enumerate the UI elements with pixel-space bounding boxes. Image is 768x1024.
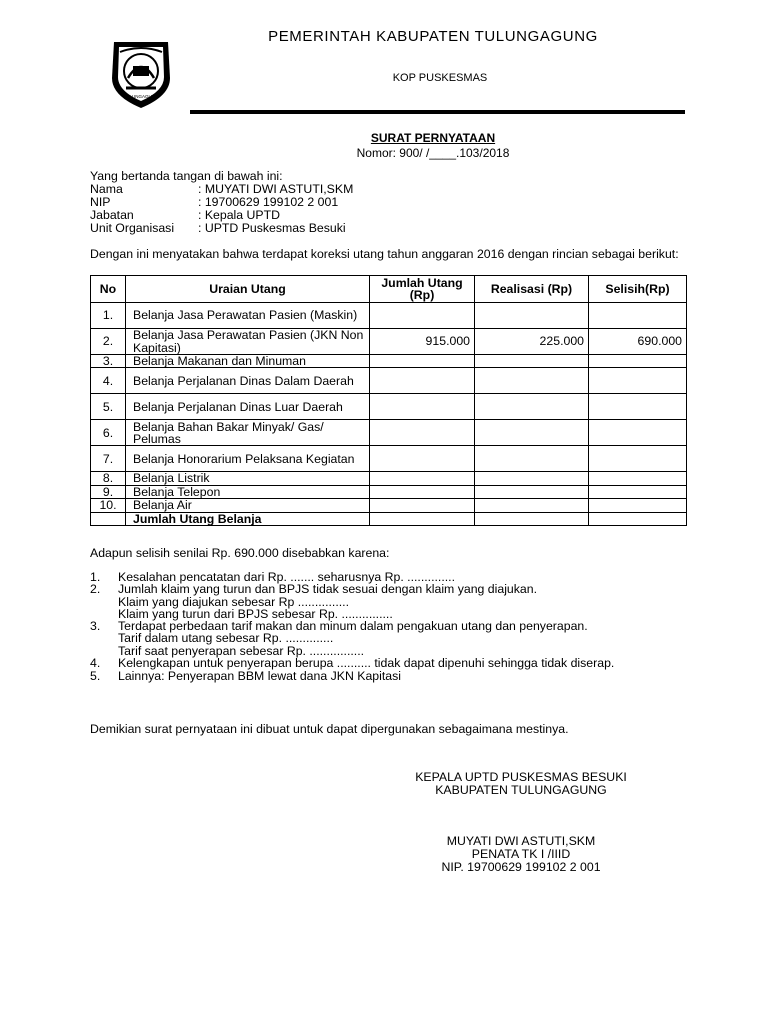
- row-uraian: Belanja Air: [126, 499, 370, 512]
- table-row: [91, 303, 687, 329]
- total-jumlah: [370, 512, 475, 525]
- row-realisasi: [475, 499, 589, 512]
- row-no: 5.: [91, 394, 126, 420]
- row-realisasi: 225.000: [475, 329, 589, 355]
- signature-office-line2: KABUPATEN TULUNGAGUNG: [435, 783, 607, 797]
- total-realisasi: [475, 512, 589, 525]
- logo-text: TULUNGAGUNG: [123, 94, 159, 99]
- row-jumlah: [370, 472, 475, 485]
- table-row: [91, 355, 687, 368]
- row-jumlah: [370, 368, 475, 394]
- header-uraian: Uraian Utang: [126, 276, 370, 303]
- total-label: Jumlah Utang Belanja: [126, 512, 370, 525]
- header-jumlah: Jumlah Utang (Rp): [370, 276, 475, 303]
- row-jumlah: [370, 485, 475, 498]
- regency-logo: [106, 38, 176, 110]
- row-no: 2.: [91, 329, 126, 355]
- row-no: 7.: [91, 446, 126, 472]
- row-jumlah: [370, 303, 475, 329]
- row-realisasi: [475, 368, 589, 394]
- signatory-name: MUYATI DWI ASTUTI,SKM: [446, 834, 596, 848]
- item-subline: Tarif dalam utang sebesar Rp. ..............: [118, 631, 334, 646]
- table-row: [91, 368, 687, 394]
- header-selisih: Selisih(Rp): [589, 276, 687, 303]
- row-selisih: [589, 472, 687, 485]
- table-row: [91, 394, 687, 420]
- row-no: 4.: [91, 368, 126, 394]
- letter-number: Nomor: 900/ /____.103/2018: [356, 146, 510, 160]
- signatory-rank: PENATA TK I /IIID: [471, 847, 571, 861]
- row-realisasi: [475, 485, 589, 498]
- row-jumlah: [370, 420, 475, 446]
- field-label-jabatan: Jabatan: [90, 208, 134, 222]
- row-realisasi: [475, 355, 589, 368]
- field-label-nip: NIP: [90, 195, 111, 209]
- signatory-nip: NIP. 19700629 199102 2 001: [441, 860, 601, 874]
- signature-office-line1: KEPALA UPTD PUSKESMAS BESUKI: [415, 770, 627, 784]
- row-uraian: Belanja Honorarium Pelaksana Kegiatan: [126, 446, 370, 472]
- row-selisih: [589, 368, 687, 394]
- kop-puskesmas: KOP PUSKESMAS: [392, 72, 488, 84]
- debt-table: [90, 275, 687, 526]
- row-uraian: Belanja Listrik: [126, 472, 370, 485]
- row-jumlah: [370, 499, 475, 512]
- list-item: [90, 583, 678, 595]
- total-no-cell: [91, 512, 126, 525]
- table-row: [91, 499, 687, 512]
- row-realisasi: [475, 394, 589, 420]
- table-row: [91, 420, 687, 446]
- row-no: 8.: [91, 472, 126, 485]
- field-value-jabatan: : Kepala UPTD: [198, 208, 281, 222]
- field-label-unit: Unit Organisasi: [90, 221, 175, 235]
- row-no: 1.: [91, 303, 126, 329]
- item-text: Jumlah klaim yang turun dan BPJS tidak sesuai dengan klaim yang diajukan.: [118, 582, 538, 597]
- item-number: 5.: [90, 669, 101, 684]
- table-total-row: [91, 512, 687, 525]
- closing-statement: Demikian surat pernyataan ini dibuat untuk dapat dipergunakan sebagaimana mestinya.: [90, 722, 569, 736]
- row-uraian: Belanja Jasa Perawatan Pasien (JKN Non Kapitasi): [126, 329, 370, 355]
- item-text: Kesalahan pencatatan dari Rp. ....... seharusnya Rp. ..............: [118, 570, 455, 584]
- item-number: 2.: [90, 582, 101, 597]
- row-no: 3.: [91, 355, 126, 368]
- header-realisasi: Realisasi (Rp): [475, 276, 589, 303]
- list-item: [90, 620, 678, 632]
- header-rule: [190, 110, 685, 114]
- row-uraian: Belanja Makanan dan Minuman: [126, 355, 370, 368]
- row-realisasi: [475, 472, 589, 485]
- statement-paragraph: Dengan ini menyatakan bahwa terdapat koreksi utang tahun anggaran 2016 dengan rincian sebagai berikut:: [90, 247, 679, 261]
- row-selisih: 690.000: [589, 329, 687, 355]
- item-subline: Tarif saat penyerapan sebesar Rp. ................: [118, 643, 365, 658]
- field-value-nama: : MUYATI DWI ASTUTI,SKM: [198, 182, 354, 196]
- table-row: [91, 446, 687, 472]
- item-number: 4.: [90, 656, 101, 671]
- row-jumlah: [370, 394, 475, 420]
- row-realisasi: [475, 303, 589, 329]
- row-no: 6.: [91, 420, 126, 446]
- letter-title: SURAT PERNYATAAN: [370, 131, 496, 145]
- row-selisih: [589, 485, 687, 498]
- item-subline: Klaim yang turun dari BPJS sebesar Rp. ...............: [118, 606, 393, 621]
- field-value-unit: : UPTD Puskesmas Besuki: [198, 221, 346, 235]
- item-text: Kelengkapan untuk penyerapan berupa .......... tidak dapat dipenuhi sehingga tidak diserap.: [118, 656, 615, 671]
- row-selisih: [589, 446, 687, 472]
- item-subline: Klaim yang diajukan sebesar Rp ...............: [118, 594, 350, 609]
- row-selisih: [589, 499, 687, 512]
- item-text: Terdapat perbedaan tarif makan dan minum dalam pengakuan utang dan penyerapan.: [118, 619, 588, 634]
- row-no: 10.: [91, 499, 126, 512]
- row-no: 9.: [91, 485, 126, 498]
- row-jumlah: 915.000: [370, 329, 475, 355]
- item-number: 1.: [90, 570, 101, 584]
- row-selisih: [589, 355, 687, 368]
- item-text: Lainnya: Penyerapan BBM lewat dana JKN Kapitasi: [118, 669, 401, 684]
- table-header-row: [91, 276, 687, 303]
- row-uraian: Belanja Perjalanan Dinas Dalam Daerah: [126, 368, 370, 394]
- row-jumlah: [370, 446, 475, 472]
- item-number: 3.: [90, 619, 101, 634]
- intro-text: Yang bertanda tangan di bawah ini:: [90, 169, 283, 183]
- table-row: [91, 485, 687, 498]
- row-uraian: Belanja Perjalanan Dinas Luar Daerah: [126, 394, 370, 420]
- field-label-nama: Nama: [90, 182, 123, 196]
- table-row: [91, 472, 687, 485]
- government-title: PEMERINTAH KABUPATEN TULUNGAGUNG: [268, 28, 598, 45]
- row-selisih: [589, 303, 687, 329]
- row-uraian: Belanja Bahan Bakar Minyak/ Gas/ Pelumas: [126, 420, 370, 446]
- row-realisasi: [475, 420, 589, 446]
- list-item: [90, 670, 678, 682]
- row-uraian: Belanja Jasa Perawatan Pasien (Maskin): [126, 303, 370, 329]
- row-uraian: Belanja Telepon: [126, 485, 370, 498]
- table-row: [91, 329, 687, 355]
- causes-list: [90, 571, 678, 683]
- causes-intro: Adapun selisih senilai Rp. 690.000 disebabkan karena:: [90, 546, 390, 560]
- row-realisasi: [475, 446, 589, 472]
- row-selisih: [589, 394, 687, 420]
- list-item: [90, 657, 678, 669]
- total-selisih: [589, 512, 687, 525]
- field-value-nip: : 19700629 199102 2 001: [198, 195, 339, 209]
- header-no: No: [91, 276, 126, 303]
- row-selisih: [589, 420, 687, 446]
- row-jumlah: [370, 355, 475, 368]
